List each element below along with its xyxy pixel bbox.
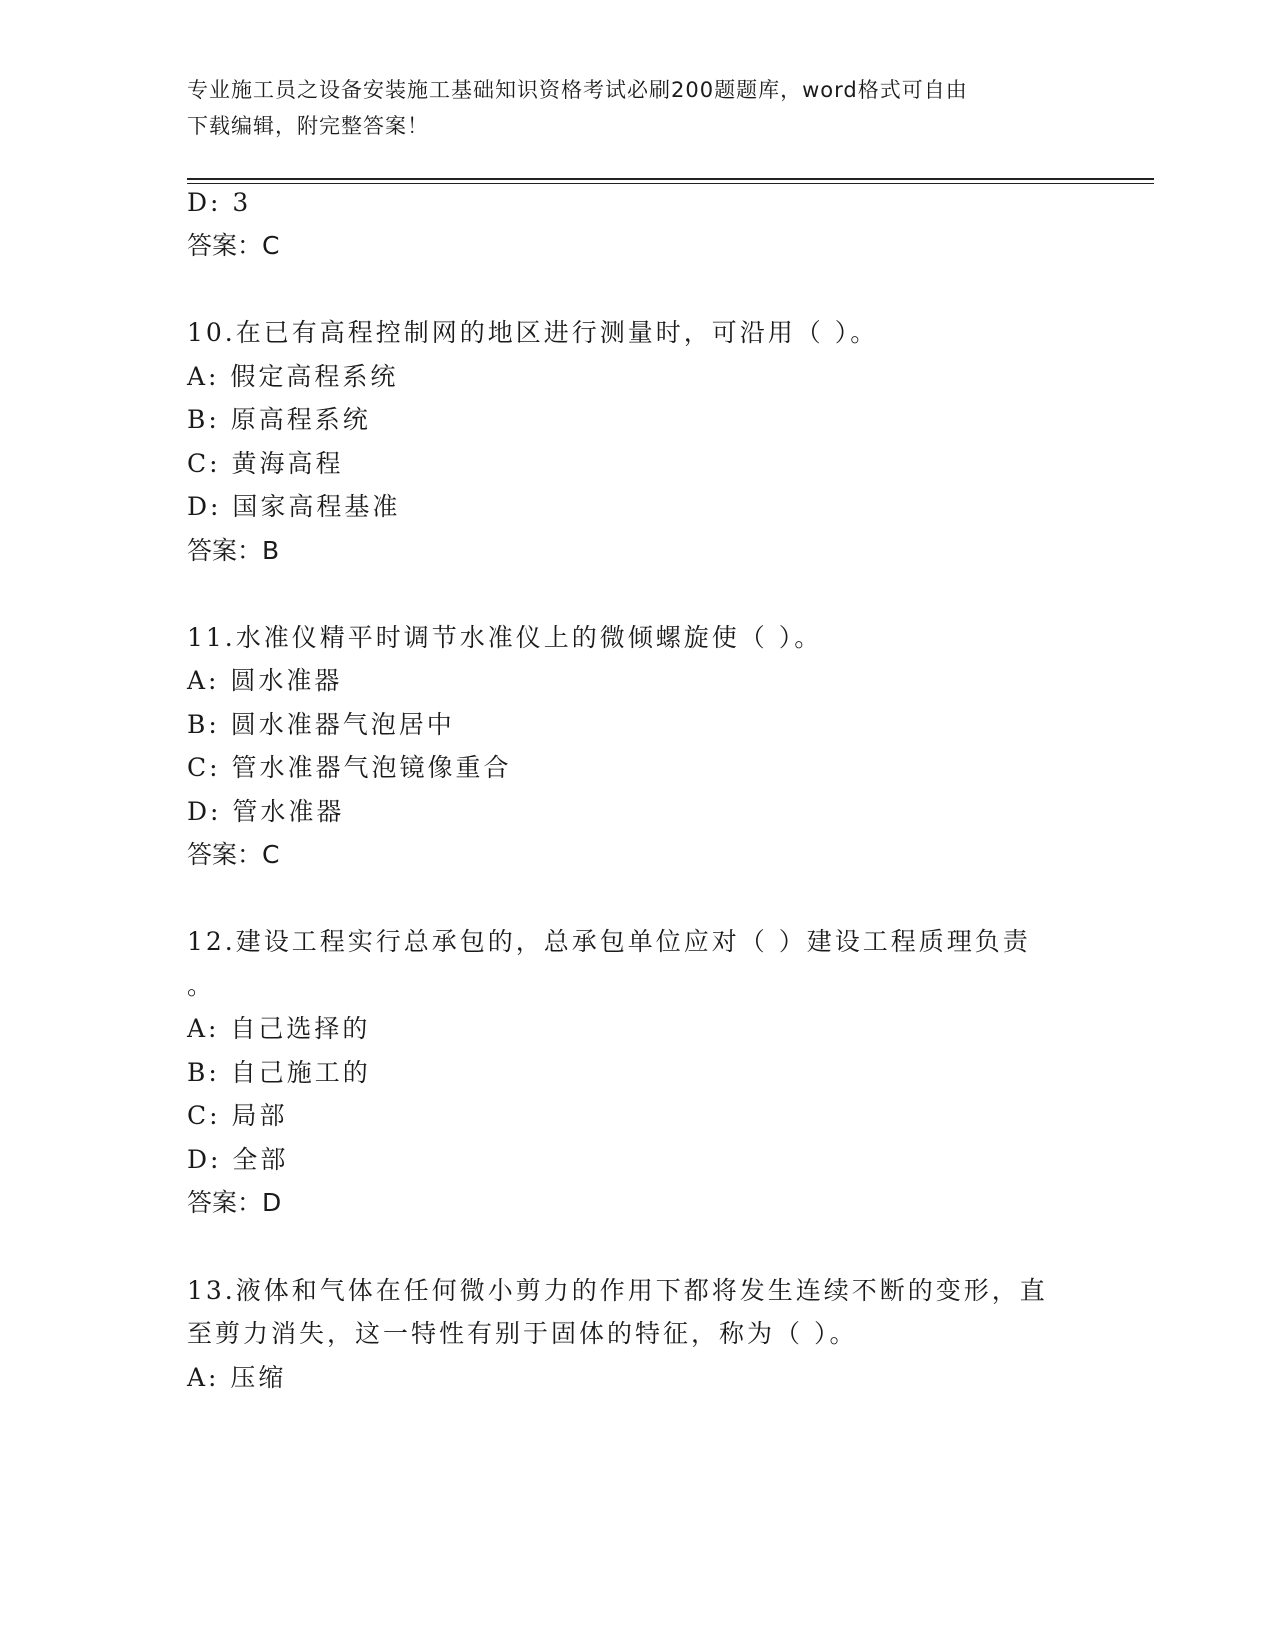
q12-option-d: D: 全部 <box>187 1145 289 1174</box>
q11-option-b: B: 圆水准器气泡居中 <box>187 710 455 739</box>
q11-answer: 答案：C <box>187 840 280 869</box>
q11-option-c: C: 管水准器气泡镜像重合 <box>187 753 512 782</box>
header-line-1: 专业施工员之设备安装施工基础知识资格考试必刷200题题库，word格式可自由 <box>187 78 968 102</box>
prev-answer: 答案：C <box>187 231 280 260</box>
q10-answer: 答案：B <box>187 536 280 565</box>
q11-option-d: D: 管水准器 <box>187 797 345 826</box>
q12-stem-line-1: 12.建设工程实行总承包的，总承包单位应对（ ）建设工程质理负责 <box>187 927 1031 956</box>
q13-stem-line-2: 至剪力消失，这一特性有别于固体的特征，称为（ ）。 <box>187 1319 858 1348</box>
q13-stem-line-1: 13.液体和气体在任何微小剪力的作用下都将发生连续不断的变形，直 <box>187 1276 1048 1305</box>
q12-option-c: C: 局部 <box>187 1101 288 1130</box>
q12-stem-line-2: 。 <box>187 971 216 1000</box>
q10-option-b: B: 原高程系统 <box>187 405 371 434</box>
q12-option-b: B: 自己施工的 <box>187 1058 371 1087</box>
q11-stem: 11.水准仪精平时调节水准仪上的微倾螺旋使（ ）。 <box>187 623 823 652</box>
document-header <box>187 72 1087 144</box>
q12-answer: 答案：D <box>187 1188 282 1217</box>
header-line-2: 下载编辑，附完整答案！ <box>187 114 429 138</box>
q10-option-a: A: 假定高程系统 <box>187 362 399 391</box>
q10-option-d: D: 国家高程基准 <box>187 492 401 521</box>
prev-option-d: D: 3 <box>187 188 252 217</box>
header-divider-thick <box>187 178 1154 180</box>
q13-option-a: A: 压缩 <box>187 1363 287 1392</box>
q10-option-c: C: 黄海高程 <box>187 449 344 478</box>
header-divider-thin <box>187 183 1154 184</box>
q11-option-a: A: 圆水准器 <box>187 666 343 695</box>
q12-option-a: A: 自己选择的 <box>187 1014 371 1043</box>
q10-stem: 10.在已有高程控制网的地区进行测量时，可沿用（ ）。 <box>187 318 879 347</box>
